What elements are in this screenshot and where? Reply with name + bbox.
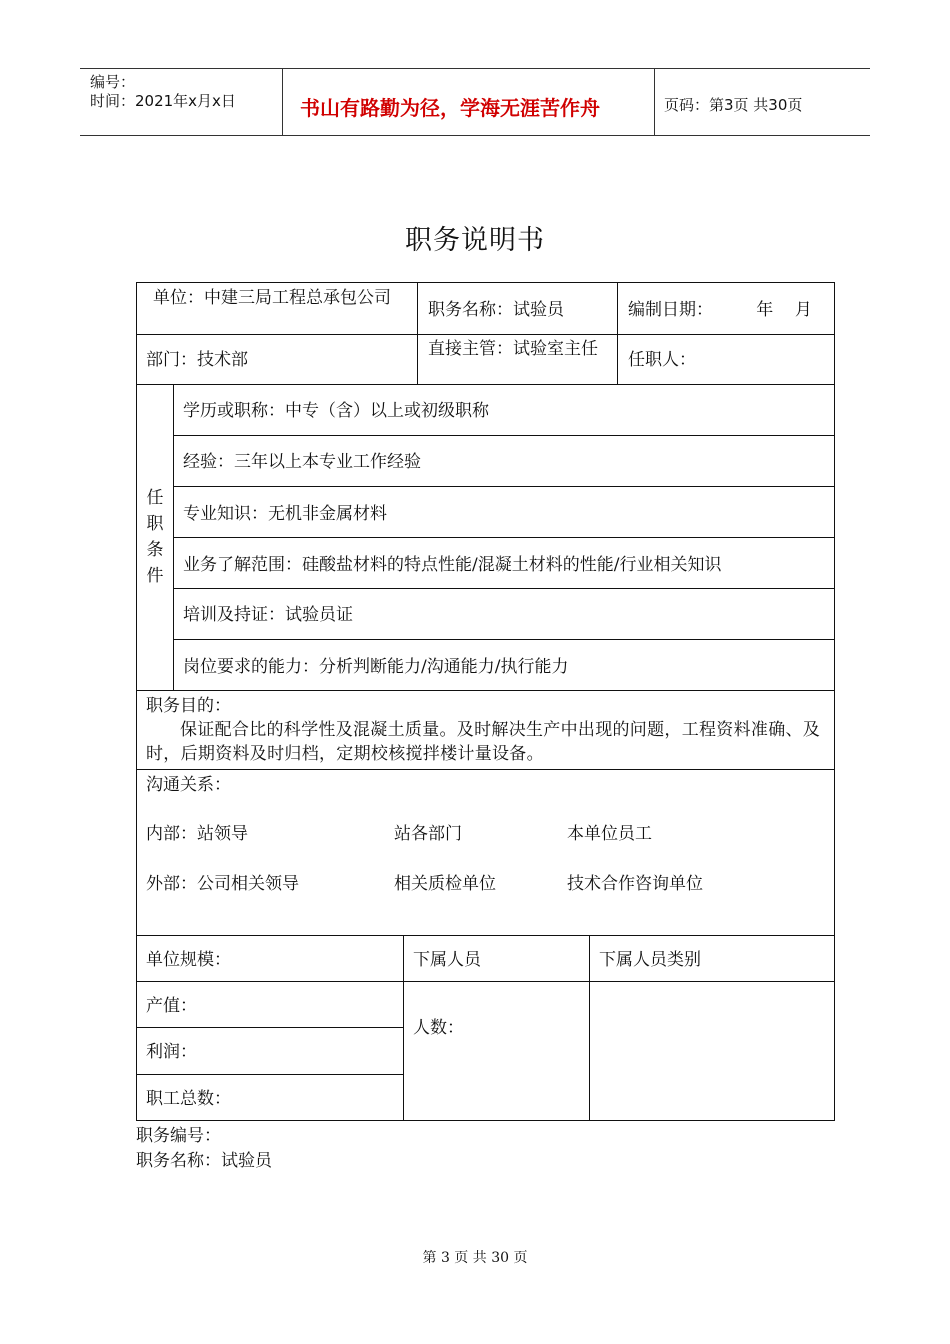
table-line — [136, 769, 835, 770]
table-line — [136, 935, 835, 936]
table-line — [173, 537, 835, 538]
unit-scale-label: 单位规模： — [146, 950, 231, 970]
table-line — [173, 639, 835, 640]
comm-external-2: 相关质检单位 — [394, 874, 496, 894]
table-line — [136, 690, 835, 691]
output-value-label: 产值： — [146, 996, 197, 1016]
header-serial: 编号： — [90, 73, 136, 91]
position-name-cell: 职务名称：试验员 — [428, 300, 564, 320]
qualifications-header: 任职条件 — [146, 488, 164, 586]
headcount-label: 人数： — [413, 1018, 464, 1038]
header-time: 时间：2021年x月x日 — [90, 92, 236, 110]
purpose-label: 职务目的： — [146, 696, 231, 716]
table-line — [834, 282, 835, 1121]
table-line — [136, 1074, 403, 1075]
comm-internal-3: 本单位员工 — [567, 824, 652, 844]
table-line — [589, 935, 590, 1120]
profit-label: 利润： — [146, 1042, 197, 1062]
purpose-text: 保证配合比的科学性及混凝土质量。及时解决生产中出现的问题，工程资料准确、及时，后期资料及时归档，定期校核搅拌楼计量设备。 — [146, 720, 821, 764]
position-name-footer: 职务名称：试验员 — [136, 1151, 272, 1171]
table-line — [417, 282, 418, 384]
table-line — [136, 981, 835, 982]
table-line — [136, 334, 835, 335]
comm-external-1: 外部：公司相关领导 — [146, 874, 299, 894]
qualification-ability: 岗位要求的能力：分析判断能力/沟通能力/执行能力 — [183, 657, 569, 677]
department-cell: 部门：技术部 — [146, 350, 248, 370]
qualification-knowledge: 专业知识：无机非金属材料 — [183, 504, 387, 524]
compile-date-cell: 编制日期： 年 月 — [628, 300, 812, 320]
qualification-scope: 业务了解范围：硅酸盐材料的特点性能/混凝土材料的性能/行业相关知识 — [183, 555, 722, 575]
header-page-info: 页码：第3页 共30页 — [664, 96, 803, 114]
document-title: 职务说明书 — [405, 225, 545, 256]
table-line — [136, 1120, 835, 1121]
qualification-experience: 经验：三年以上本专业工作经验 — [183, 452, 421, 472]
qualification-certificate: 培训及持证：试验员证 — [183, 605, 353, 625]
table-line — [173, 384, 174, 690]
table-line — [136, 384, 835, 385]
header-motto: 书山有路勤为径，学海无涯苦作舟 — [300, 96, 600, 120]
table-line — [173, 486, 835, 487]
header-bottom-line — [80, 135, 870, 136]
table-line — [136, 282, 137, 1121]
table-line — [173, 435, 835, 436]
communication-label: 沟通关系： — [146, 775, 231, 795]
page-footer: 第 3 页 共 30 页 — [422, 1250, 528, 1266]
table-line — [136, 282, 835, 283]
table-line — [136, 1027, 403, 1028]
header-top-line — [80, 68, 870, 69]
position-code: 职务编号： — [136, 1126, 221, 1146]
staff-total-label: 职工总数： — [146, 1089, 231, 1109]
comm-internal-1: 内部：站领导 — [146, 824, 248, 844]
header-divider-right — [654, 68, 655, 136]
subordinate-types-label: 下属人员类别 — [599, 950, 701, 970]
table-line — [403, 935, 404, 1120]
comm-internal-2: 站各部门 — [394, 824, 462, 844]
table-line — [173, 588, 835, 589]
subordinates-label: 下属人员 — [413, 950, 481, 970]
header-divider-left — [282, 68, 283, 136]
direct-supervisor-cell: 直接主管：试验室主任 — [428, 339, 598, 359]
comm-external-3: 技术合作咨询单位 — [567, 874, 703, 894]
table-line — [617, 282, 618, 384]
unit-cell: 单位：中建三局工程总承包公司 — [153, 288, 391, 308]
qualification-education: 学历或职称：中专（含）以上或初级职称 — [183, 401, 489, 421]
incumbent-cell: 任职人： — [628, 350, 696, 370]
